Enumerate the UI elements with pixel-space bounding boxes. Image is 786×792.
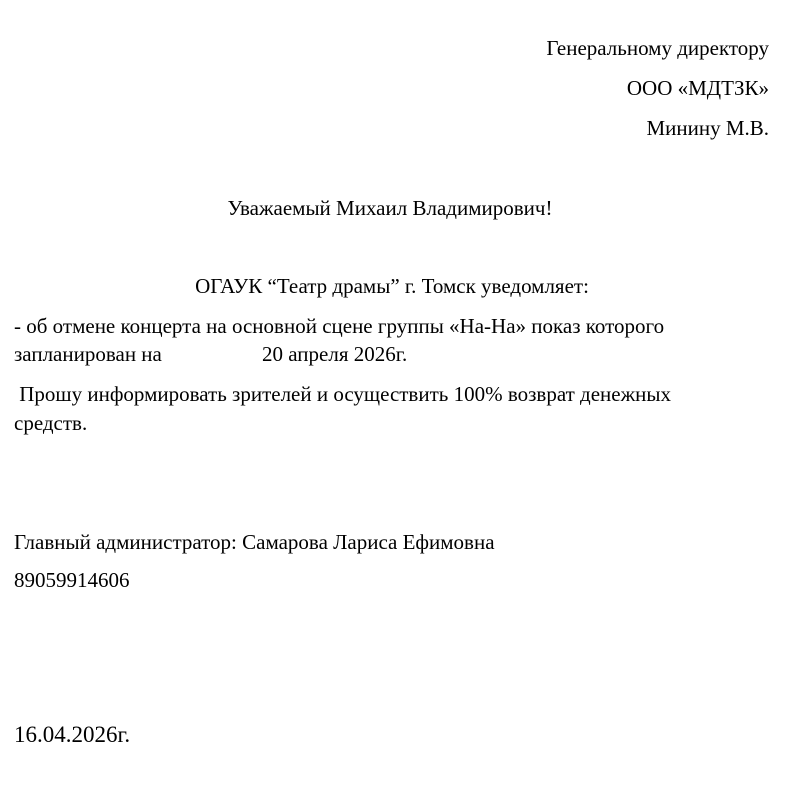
notice-date: 20 апреля 2026г.	[262, 342, 408, 366]
intro-line: ОГАУК “Театр драмы” г. Томск уведомляет:	[195, 274, 589, 298]
addressee-position: Генеральному директору	[546, 36, 769, 60]
signature-phone: 89059914606	[14, 568, 130, 592]
request-line-1: Прошу информировать зрителей и осуществить 100% возврат денежных	[14, 382, 671, 406]
addressee-name: Минину М.В.	[646, 116, 769, 140]
signature-admin: Главный администратор: Самарова Лариса Ефимовна	[14, 530, 495, 554]
notice-line-2-lead: запланирован на	[14, 342, 162, 366]
addressee-company: ООО «МДТЗК»	[626, 76, 769, 100]
request-line-2: средств.	[14, 411, 88, 435]
notice-line-1: - об отмене концерта на основной сцене группы «На-На» показ которого	[14, 314, 665, 338]
greeting: Уважаемый Михаил Владимирович!	[227, 196, 553, 220]
letter-date: 16.04.2026г.	[14, 722, 131, 747]
